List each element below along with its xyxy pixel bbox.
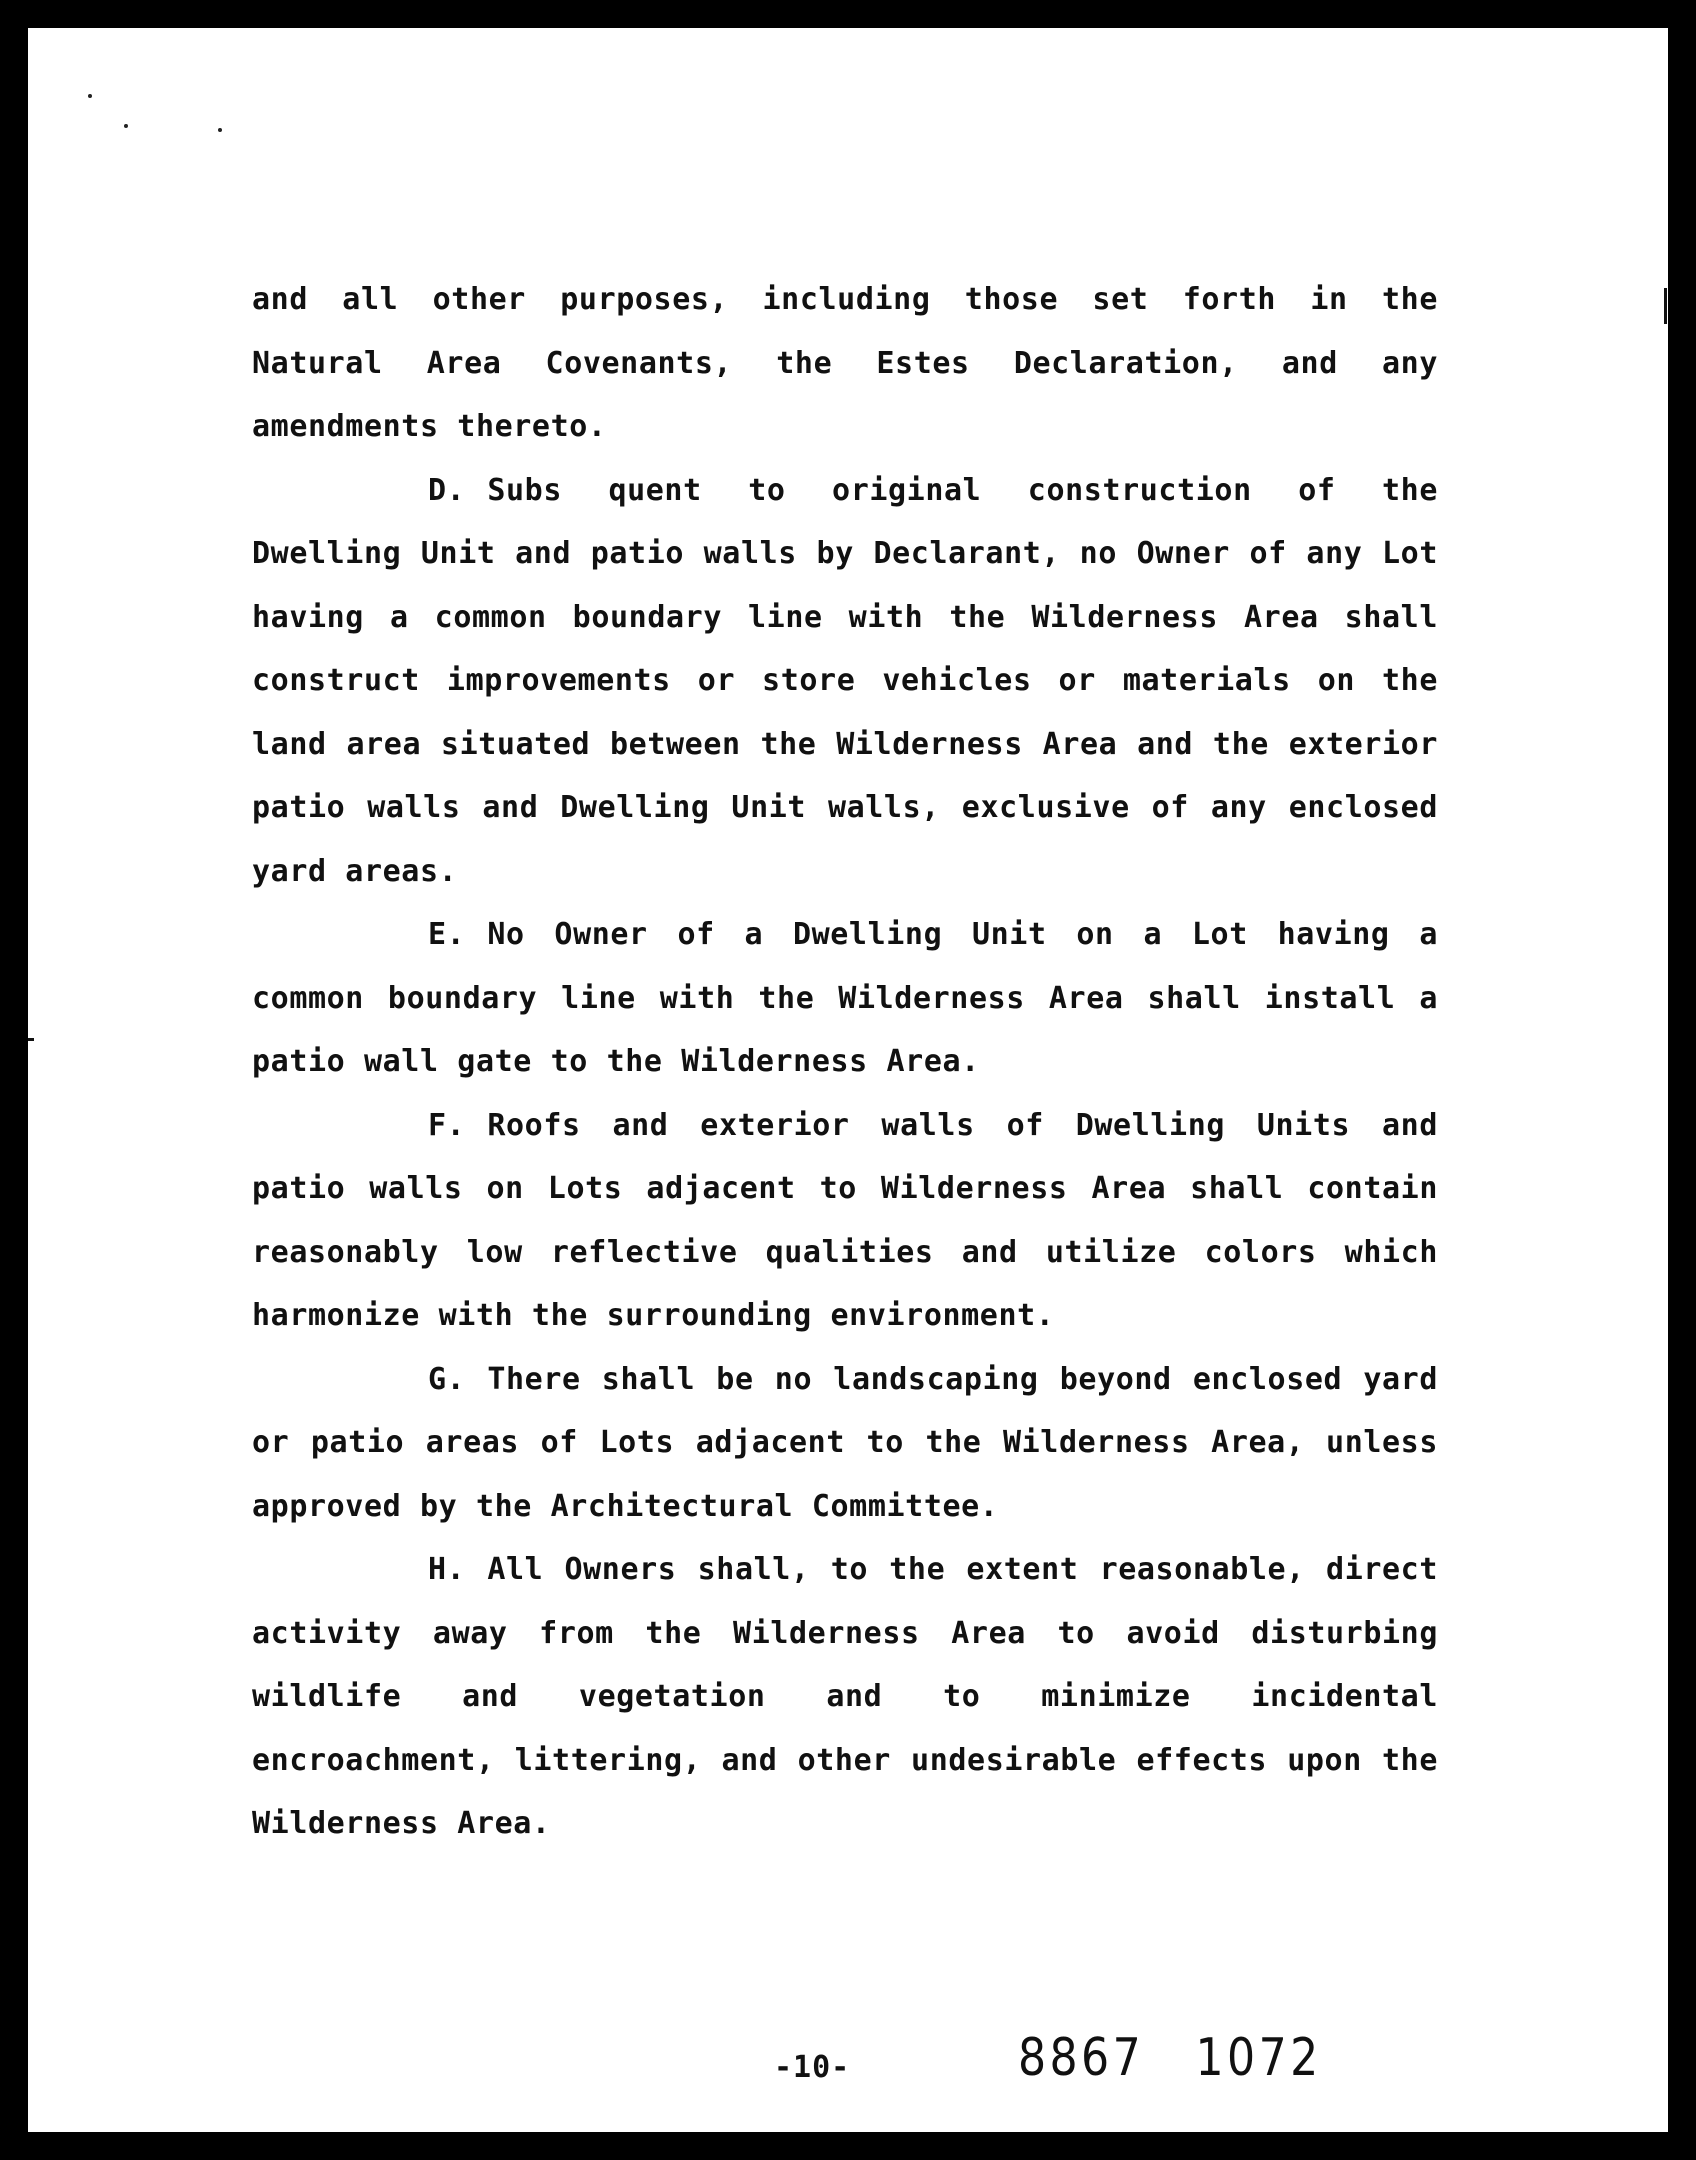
paragraph-label: E. <box>428 917 466 952</box>
document-body <box>252 268 1438 1856</box>
scan-edge-mark <box>1664 288 1667 324</box>
paragraph-text: Roofs and exterior walls of Dwelling Units and patio walls on Lots adjacent to Wilderness Area shall contain reasonably low reflective qualities and utilize colors which harmonize with the surrounding environment. <box>252 1107 1438 1333</box>
record-stamp: 8867 1072 <box>1018 2028 1322 2088</box>
paragraph-text: All Owners shall, to the extent reasonable, direct activity away from the Wilderness Area to avoid disturbing wildlife and vegetation and to minimize incidental encroachment, littering, and other undesirable effects upon the Wilderness Area. <box>252 1552 1438 1841</box>
paragraph-label: D. <box>428 472 466 508</box>
paragraph-h <box>252 1538 1438 1856</box>
scan-speck <box>124 124 128 128</box>
page-number: -10- <box>774 2050 851 2085</box>
paragraph-g <box>252 1348 1438 1539</box>
paragraph-intro <box>252 268 1438 459</box>
paragraph-e <box>252 903 1438 1094</box>
paragraph-label: F. <box>428 1107 466 1143</box>
scan-speck <box>88 94 92 98</box>
paragraph-text: Subs quent to original construction of the Dwelling Unit and patio walls by Declarant, no Owner of any Lot having a common boundary line with the Wilderness Area shall construct improvements or store vehicles or materials on the land area situated between the Wilderness Area and the exterior patio walls and Dwelling Unit walls, exclusive of any enclosed yard areas. <box>252 472 1438 889</box>
scan-speck <box>218 128 222 132</box>
paragraph-f <box>252 1094 1438 1348</box>
scan-edge-mark <box>28 1038 34 1041</box>
document-page <box>28 28 1668 2132</box>
paragraph-label: H. <box>428 1552 466 1587</box>
paragraph-label: G. <box>428 1361 466 1397</box>
paragraph-d <box>252 459 1438 904</box>
paragraph-text: No Owner of a Dwelling Unit on a Lot having a common boundary line with the Wilderness Area shall install a patio wall gate to the Wilderness Area. <box>252 917 1438 1079</box>
paragraph-text: There shall be no landscaping beyond enclosed yard or patio areas of Lots adjacent to the Wilderness Area, unless approved by the Architectural Committee. <box>252 1361 1438 1524</box>
paragraph-text: and all other purposes, including those set forth in the Natural Area Covenants, the Estes Declaration, and any amendments thereto. <box>252 282 1438 444</box>
